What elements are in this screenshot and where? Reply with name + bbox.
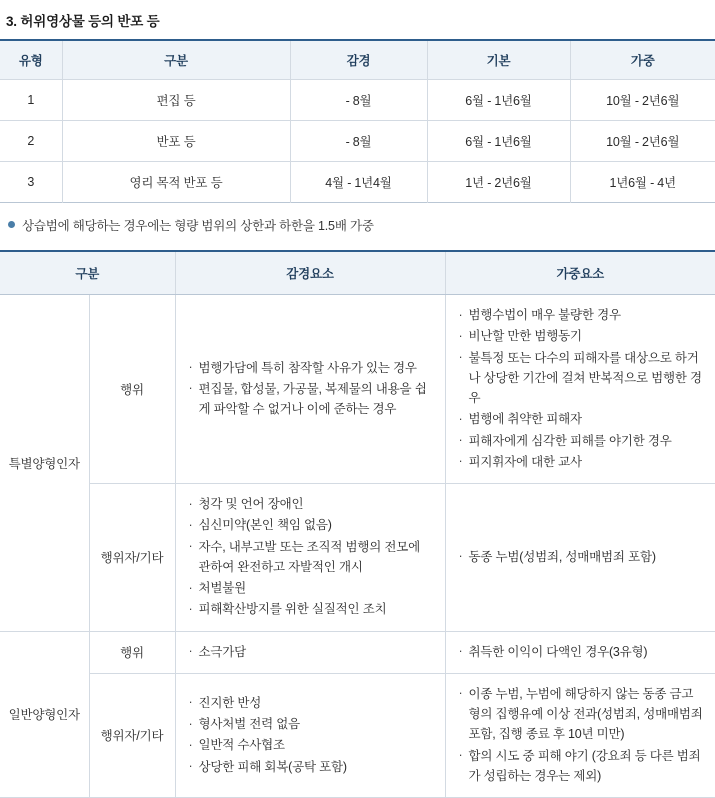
list-item: · 소극가담 xyxy=(188,642,433,662)
list-item: · 피지휘자에 대한 교사 xyxy=(458,452,704,472)
note-text: 상습범에 해당하는 경우에는 형량 범위의 상한과 하한을 1.5배 가중 xyxy=(22,219,374,233)
column-header-gajung: 가중 xyxy=(570,40,715,80)
table-row xyxy=(0,121,715,162)
mitigating-list xyxy=(188,358,433,420)
cell-gamgyeong: 4월 - 1년4월 xyxy=(290,162,427,203)
cell-aggravating xyxy=(445,484,715,632)
cell-gubun: 편집 등 xyxy=(62,80,290,121)
list-item: · 불특정 또는 다수의 피해자를 대상으로 하거나 상당한 기간에 걸쳐 반복적으로 범행한 경우 xyxy=(458,348,704,409)
cell-aggravating xyxy=(445,631,715,673)
list-item: · 상당한 피해 회복(공탁 포함) xyxy=(188,757,433,777)
cell-gamgyeong: - 8월 xyxy=(290,121,427,162)
cell-gajung: 10월 - 2년6월 xyxy=(570,121,715,162)
cell-mitigating xyxy=(175,631,445,673)
cell-category: 일반양형인자 xyxy=(0,631,89,798)
cell-gajung: 1년6월 - 4년 xyxy=(609,176,676,190)
cell-subcategory: 행위 xyxy=(89,631,175,673)
list-item: · 진지한 반성 xyxy=(188,693,433,713)
table-row xyxy=(0,673,715,797)
table-row xyxy=(0,631,715,673)
list-item: · 자수, 내부고발 또는 조직적 범행의 전모에 관하여 완전하고 자발적인 개시 xyxy=(188,537,433,578)
cell-category: 특별양형인자 xyxy=(0,295,89,632)
sentencing-range-table xyxy=(0,39,715,203)
list-item: · 피해자에게 심각한 피해를 야기한 경우 xyxy=(458,431,704,451)
list-item: · 일반적 수사협조 xyxy=(188,735,433,755)
column-header-gamgyeong: 감경 xyxy=(290,40,427,80)
sentencing-factor-table xyxy=(0,250,715,798)
cell-gibon: 6월 - 1년6월 xyxy=(427,121,570,162)
cell-type: 2 xyxy=(0,121,62,162)
cell-type: 3 xyxy=(0,162,62,203)
list-item: · 동종 누범(성범죄, 성매매범죄 포함) xyxy=(458,547,704,567)
aggravating-list xyxy=(458,305,704,472)
table-header-row xyxy=(0,251,715,295)
bullet-icon xyxy=(8,221,15,228)
list-item: · 비난할 만한 범행동기 xyxy=(458,326,704,346)
list-item: · 이종 누범, 누범에 해당하지 않는 동종 금고형의 집행유예 이상 전과(성범죄, 성매매범죄 포함, 집행 종료 후 10년 미만) xyxy=(458,684,704,745)
cell-gajung: 10월 - 2년6월 xyxy=(570,80,715,121)
cell-gibon: 6월 - 1년6월 xyxy=(427,80,570,121)
cell-aggravating xyxy=(445,673,715,797)
cell-mitigating xyxy=(175,295,445,484)
aggravating-list xyxy=(458,642,704,662)
cell-aggravating xyxy=(445,295,715,484)
table-row xyxy=(0,295,715,484)
list-item: · 피해확산방지를 위한 실질적인 조치 xyxy=(188,599,433,619)
table-row xyxy=(0,80,715,121)
list-item: · 편집물, 합성물, 가공물, 복제물의 내용을 쉽게 파악할 수 없거나 이에 준하는 경우 xyxy=(188,379,433,420)
mitigating-list xyxy=(188,693,433,777)
cell-gubun: 반포 등 xyxy=(62,121,290,162)
list-item: · 범행수법이 매우 불량한 경우 xyxy=(458,305,704,325)
table-row xyxy=(0,484,715,632)
list-item: · 범행에 취약한 피해자 xyxy=(458,409,704,429)
cell-mitigating xyxy=(175,484,445,632)
list-item: · 취득한 이익이 다액인 경우(3유형) xyxy=(458,642,704,662)
cell-type: 1 xyxy=(0,80,62,121)
column-header-type: 유형 xyxy=(0,40,62,80)
column-header-mitigating: 감경요소 xyxy=(175,251,445,295)
column-header-gibon: 기본 xyxy=(427,40,570,80)
mitigating-list xyxy=(188,642,433,662)
cell-subcategory: 행위자/기타 xyxy=(89,484,175,632)
page-title: 3. 허위영상물 등의 반포 등 xyxy=(6,14,160,29)
list-item: · 형사처벌 전력 없음 xyxy=(188,714,433,734)
list-item: · 합의 시도 중 피해 야기 (강요죄 등 다른 범죄가 성립하는 경우는 제외) xyxy=(458,746,704,787)
column-header-gubun: 구분 xyxy=(62,40,290,80)
table-header-row xyxy=(0,40,715,80)
cell-gamgyeong: - 8월 xyxy=(290,80,427,121)
list-item: · 처벌불원 xyxy=(188,578,433,598)
column-header-aggravating: 가중요소 xyxy=(445,251,715,295)
cell-mitigating xyxy=(175,673,445,797)
aggravating-list xyxy=(458,547,704,567)
cell-subcategory: 행위 xyxy=(89,295,175,484)
cell-subcategory: 행위자/기타 xyxy=(89,673,175,797)
cell-gibon: 1년 - 2년6월 xyxy=(427,162,570,203)
table-row xyxy=(0,162,715,203)
aggravating-list xyxy=(458,684,704,786)
note-line xyxy=(0,203,715,250)
mitigating-list xyxy=(188,494,433,620)
list-item: · 청각 및 언어 장애인 xyxy=(188,494,433,514)
cell-gubun: 영리 목적 반포 등 xyxy=(62,162,290,203)
column-header-gubun: 구분 xyxy=(0,251,175,295)
list-item: · 심신미약(본인 책임 없음) xyxy=(188,515,433,535)
list-item: · 범행가담에 특히 참작할 사유가 있는 경우 xyxy=(188,358,433,378)
